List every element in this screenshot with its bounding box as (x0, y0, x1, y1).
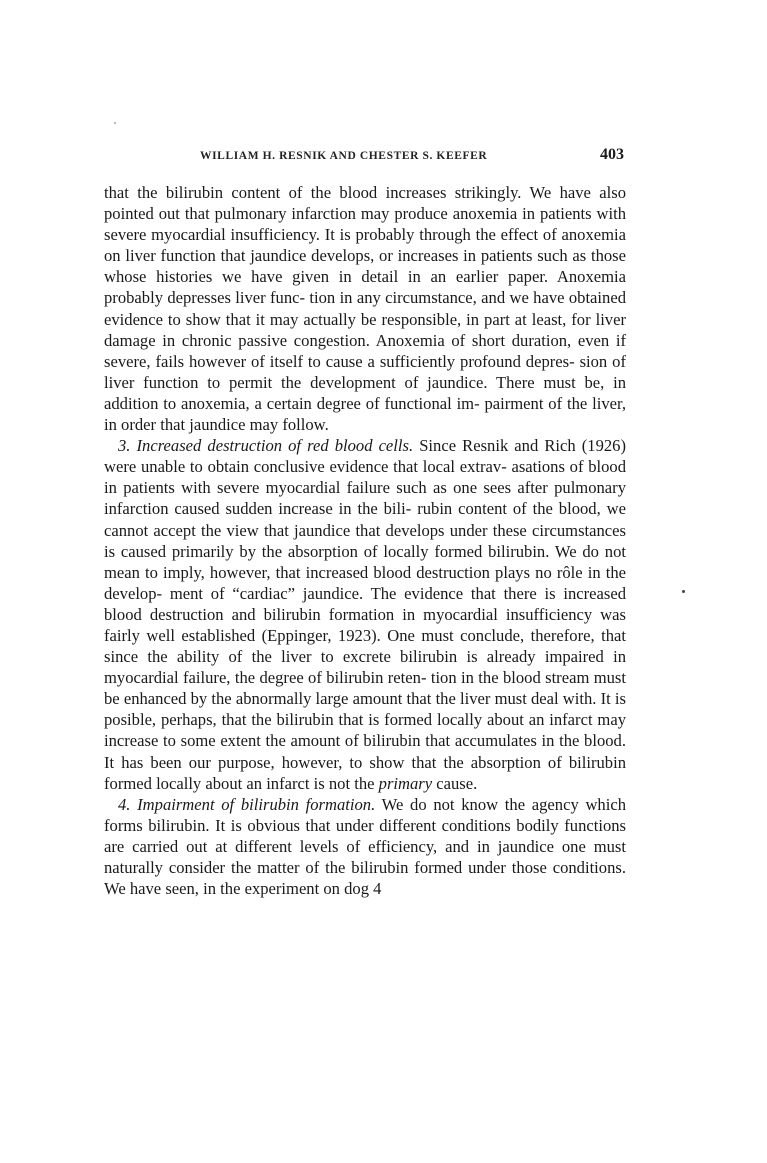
page-number: 403 (600, 146, 624, 163)
emphasis-primary: primary (378, 773, 433, 793)
paragraph-anoxemia: that the bilirubin content of the blood increases strikingly. We have also pointed out that pulmonary infarction may produce anoxemia in patients with severe myocardial insufficiency. It is probably through the effect of anoxemia on liver function that jaundice develops, or increases in patients such as those whose histories we have given in detail in an earlier paper. Anoxemia probably depresses liver func- tion in any circumstance, and we have obtained evidence to show that it may actually be responsible, in part at least, for liver damage in chronic passive congestion. Anoxemia of short duration, even if severe, fails however of itself to cause a sufficiently profound depres- sion of liver function to permit the development of jaundice. There must be, in addition to anoxemia, a certain degree of functional im- pairment of the liver, in order that jaundice may follow. (104, 183, 626, 435)
scan-artifact-mark (114, 122, 116, 124)
running-head-authors: WILLIAM H. RESNIK AND CHESTER S. KEEFER (200, 150, 488, 162)
paragraph-blood-destruction-end: cause. (436, 773, 478, 793)
paragraph-blood-destruction-text: Since Resnik and Rich (1926) were unable to obtain conclusive evidence that local extrav- asations of blood in patients with severe myocardial failure such as one sees after pulmonary infarction caused sudden increase in the bili- rubin content of the blood, we cannot accept the view that jaundice that develops under these circumstances is caused primarily by the absorption of locally formed bilirubin. We do not mean to imply, however, that increased blood destruction plays no rôle in the develop- ment of “cardiac” jaundice. The evidence that there is increased blood destruction and bilirubin formation in myocardial insufficiency was fairly well established (Eppinger, 1923). One must conclude, therefore, that since the ability of the liver to excrete bilirubin is already impaired in myocardial failure, the degree of bilirubin reten- tion in the blood stream must be enhanced by the abnormally large amount that the liver must deal with. It is posible, perhaps, that the bilirubin that is formed locally about an infarct may increase to some extent the amount of bilirubin that accumulates in the blood. It has been our purpose, however, to show that the absorption of bilirubin formed locally about an infarct is not the (104, 436, 626, 793)
journal-page (104, 146, 626, 899)
paragraph-bilirubin-formation (104, 794, 626, 899)
paragraph-blood-destruction (104, 435, 626, 794)
running-head (104, 146, 626, 168)
body-text (104, 182, 626, 899)
section-heading-3: 3. Increased destruction of red blood cells. (118, 436, 414, 456)
paragraph-bilirubin-formation-text: We do not know the agency which forms bilirubin. It is obvious that under different conditions bodily functions are carried out at different levels of efficiency, and in jaundice one must naturally consider the matter of the bilirubin formed under those conditions. We have seen, in the experiment on dog 4 (104, 794, 626, 899)
scan-artifact-dot (682, 590, 685, 593)
section-heading-4: 4. Impairment of bilirubin formation. (118, 794, 376, 814)
